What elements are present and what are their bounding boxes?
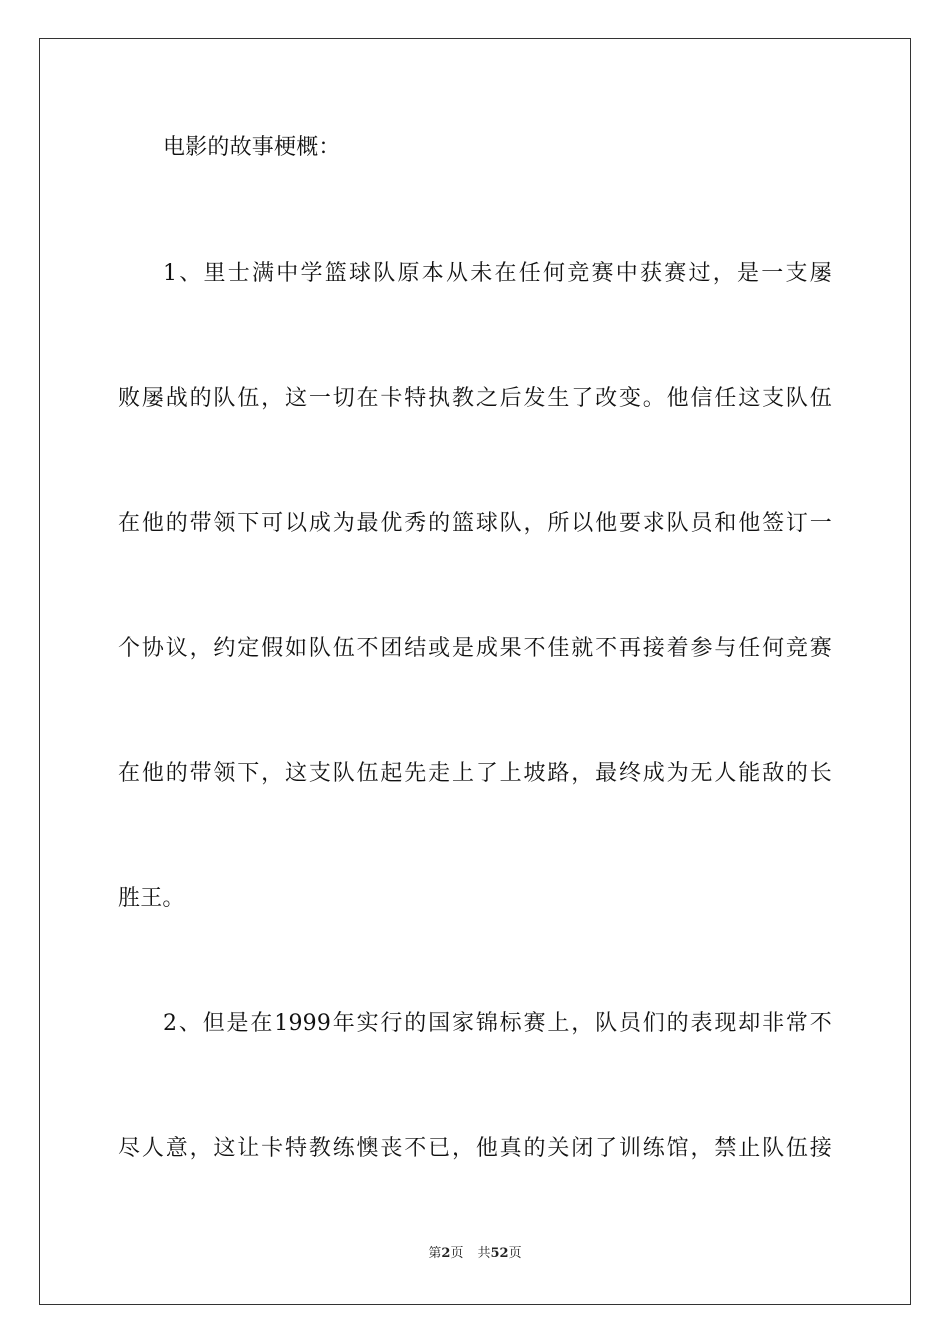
body-text-line: 在他的带领下可以成为最优秀的篮球队，所以他要求队员和他签订一 [118,511,832,536]
body-text-line: 胜王。 [118,886,185,911]
paragraph-heading: 电影的故事梗概： [163,135,341,160]
footer-total-pages: 52 [490,1246,509,1261]
body-text-line: 个协议，约定假如队伍不团结或是成果不佳就不再接着参与任何竞赛 [118,636,832,661]
body-text-line: 尽人意，这让卡特教练懊丧不已，他真的关闭了训练馆，禁止队伍接 [118,1136,832,1161]
body-text-line: 2、但是在1999年实行的国家锦标赛上，队员们的表现却非常不 [163,1011,832,1036]
footer-total-suffix: 页 [508,1246,522,1261]
page-footer [0,1244,950,1264]
footer-page-suffix: 页 [450,1246,464,1261]
body-text-line: 1、里士满中学篮球队原本从未在任何竞赛中获赛过，是一支屡 [163,261,832,286]
footer-page-prefix: 第 [428,1246,442,1261]
footer-total-prefix: 共 [477,1246,491,1261]
footer-page-number: 2 [441,1246,451,1261]
page-border [39,38,911,1305]
body-text-line: 败屡战的队伍，这一切在卡特执教之后发生了改变。他信任这支队伍 [118,386,832,411]
body-text-line: 在他的带领下，这支队伍起先走上了上坡路，最终成为无人能敌的长 [118,761,832,786]
